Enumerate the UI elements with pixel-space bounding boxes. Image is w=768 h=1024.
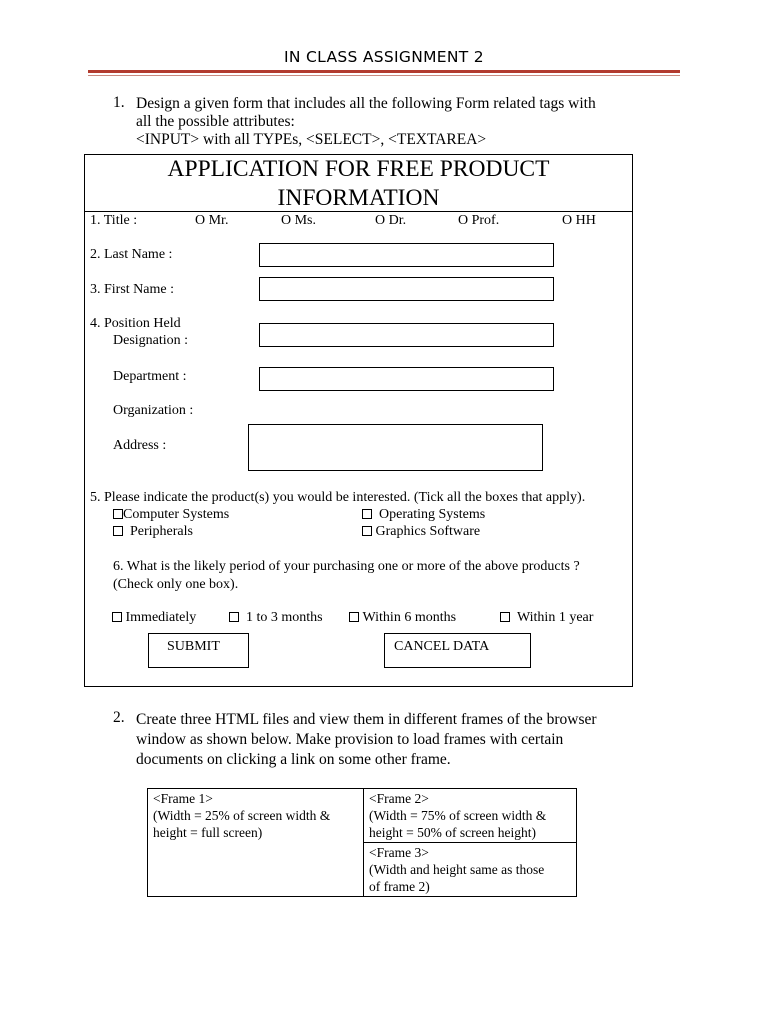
last-name-input[interactable] (259, 243, 554, 267)
position-held-label: 4. Position Held (90, 316, 181, 331)
first-name-label: 3. First Name : (90, 282, 174, 297)
cancel-data-button[interactable]: CANCEL DATA (384, 633, 531, 668)
period-label: Within 6 months (362, 610, 457, 625)
frame-1-desc-2: height = full screen) (153, 825, 263, 840)
period-immediately[interactable] (112, 610, 196, 626)
checkbox-icon[interactable] (113, 509, 123, 519)
title-option-hh[interactable]: O HH (562, 213, 596, 228)
period-label: Within 1 year (517, 610, 594, 625)
title-option-dr[interactable]: O Dr. (375, 213, 407, 228)
frames-layout-table (147, 788, 577, 897)
page-title: IN CLASS ASSIGNMENT 2 (284, 48, 484, 66)
product-graphics-software[interactable] (362, 524, 480, 540)
question-2-line-2: window as shown below. Make provision to load frames with certain (136, 731, 564, 748)
product-label: Peripherals (130, 524, 193, 539)
product-computer-systems[interactable] (113, 507, 229, 523)
period-question-line-2: (Check only one box). (113, 577, 239, 592)
title-option-prof[interactable]: O Prof. (458, 213, 500, 228)
frame-1-cell (148, 789, 364, 897)
product-label: Operating Systems (379, 507, 486, 522)
period-question-line-1: 6. What is the likely period of your purchasing one or more of the above products ? (113, 559, 580, 574)
frame-1-desc-1: (Width = 25% of screen width & (153, 808, 331, 823)
checkbox-icon[interactable] (112, 612, 122, 622)
question-2-line-3: documents on clicking a link on some other frame. (136, 751, 451, 768)
checkbox-icon[interactable] (500, 612, 510, 622)
form-heading (84, 155, 633, 213)
question-1-text (136, 95, 596, 149)
product-operating-systems[interactable] (362, 507, 485, 523)
frame-2-desc-1: (Width = 75% of screen width & (369, 808, 547, 823)
first-name-input[interactable] (259, 277, 554, 301)
checkbox-icon[interactable] (229, 612, 239, 622)
address-textarea[interactable] (248, 424, 543, 471)
submit-button[interactable]: SUBMIT (148, 633, 249, 668)
application-form (84, 154, 633, 687)
product-label: Computer Systems (123, 507, 230, 522)
checkbox-icon[interactable] (113, 526, 123, 536)
product-peripherals[interactable] (113, 524, 193, 540)
form-heading-line-1: APPLICATION FOR FREE PRODUCT (167, 156, 550, 182)
question-1-number: 1. (113, 94, 125, 111)
title-label: 1. Title : (90, 213, 138, 228)
frame-2-cell (364, 789, 577, 843)
checkbox-icon[interactable] (349, 612, 359, 622)
period-within-6-months[interactable] (349, 610, 456, 626)
period-1-to-3-months[interactable] (229, 610, 323, 626)
organization-label: Organization : (113, 403, 194, 418)
header-rule (88, 70, 680, 73)
form-heading-divider (84, 211, 633, 212)
product-label: Graphics Software (375, 524, 481, 539)
address-label: Address : (113, 438, 167, 453)
period-label: Immediately (125, 610, 197, 625)
period-label: 1 to 3 months (246, 610, 323, 625)
frame-3-desc-1: (Width and height same as those (369, 862, 545, 877)
products-question: 5. Please indicate the product(s) you would be interested. (Tick all the boxes that apply). (90, 490, 586, 505)
period-within-1-year[interactable] (500, 610, 593, 626)
frame-2-desc-2: height = 50% of screen height) (369, 825, 536, 840)
checkbox-icon[interactable] (362, 526, 372, 536)
question-1-line-1: Design a given form that includes all the following Form related tags with (136, 95, 596, 112)
question-1-line-3: <INPUT> with all TYPEs, <SELECT>, <TEXTAREA> (136, 131, 487, 148)
frame-3-name: <Frame 3> (369, 845, 429, 860)
question-1-line-2: all the possible attributes: (136, 113, 295, 130)
frame-1-name: <Frame 1> (153, 791, 213, 806)
question-2-text (136, 710, 597, 770)
department-input[interactable] (259, 367, 554, 391)
frame-2-name: <Frame 2> (369, 791, 429, 806)
question-2-line-1: Create three HTML files and view them in different frames of the browser (136, 711, 597, 728)
frame-3-desc-2: of frame 2) (369, 879, 430, 894)
frame-3-cell (364, 843, 577, 897)
title-option-mr[interactable]: O Mr. (195, 213, 229, 228)
form-heading-line-2: INFORMATION (277, 185, 440, 211)
header-rule-thin (88, 75, 680, 76)
checkbox-icon[interactable] (362, 509, 372, 519)
designation-label: Designation : (113, 333, 189, 348)
title-option-ms[interactable]: O Ms. (281, 213, 317, 228)
designation-input[interactable] (259, 323, 554, 347)
question-2-number: 2. (113, 709, 125, 726)
last-name-label: 2. Last Name : (90, 247, 173, 262)
department-label: Department : (113, 369, 187, 384)
